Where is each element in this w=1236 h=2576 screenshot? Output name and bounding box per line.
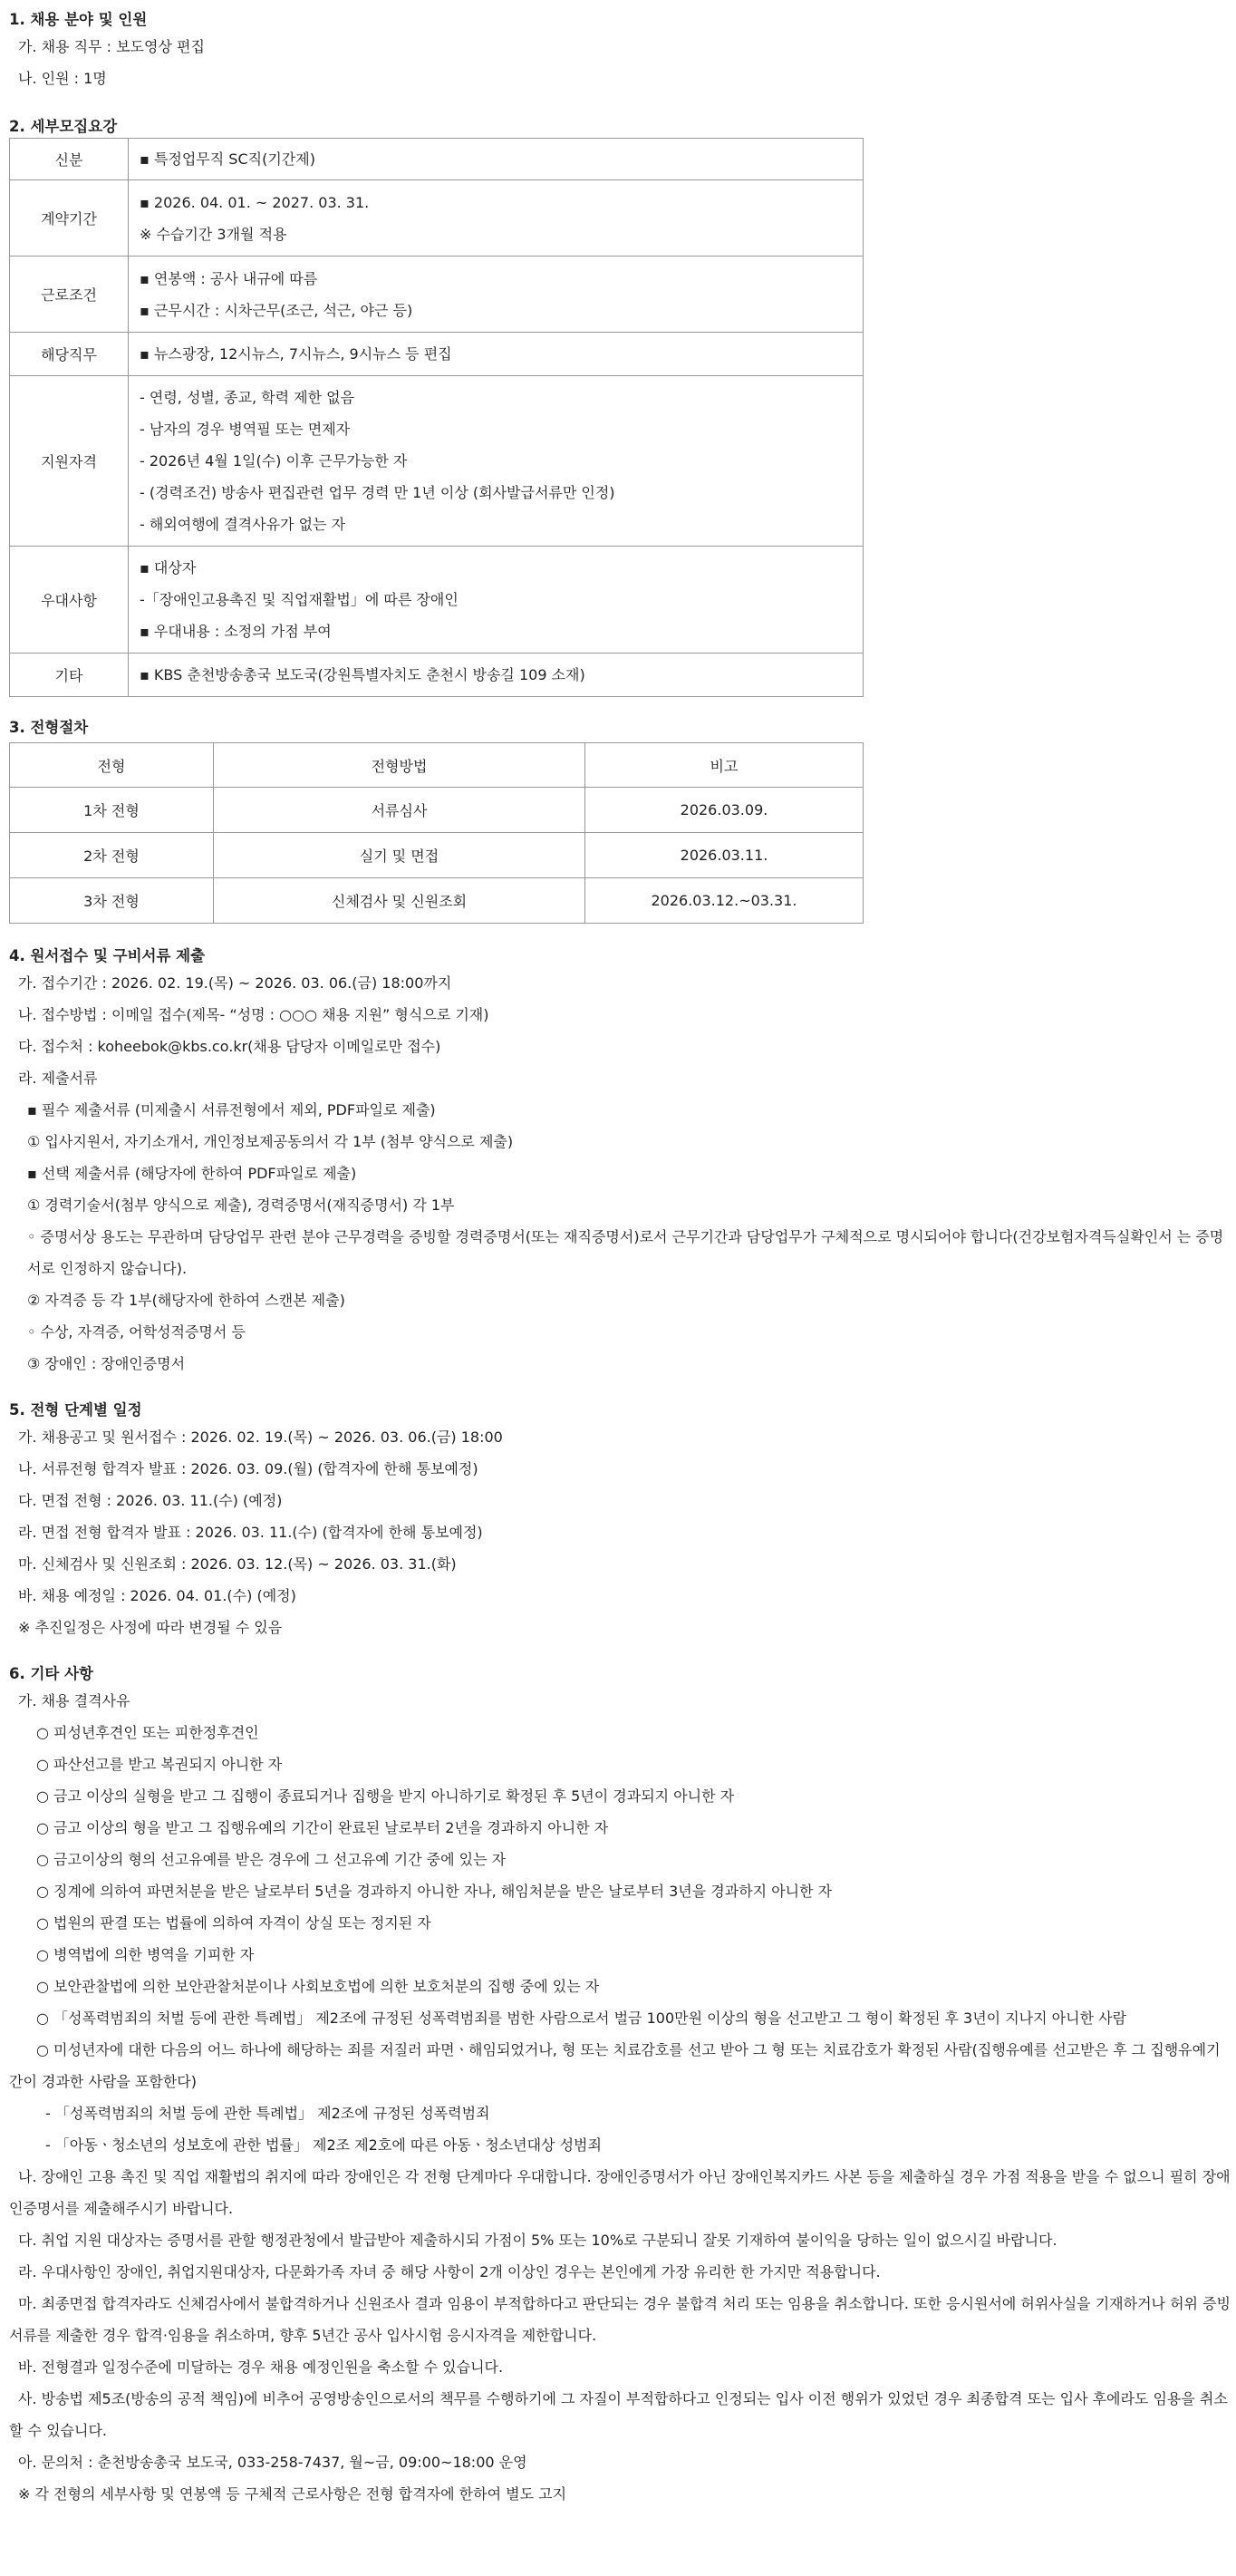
disqualification-item: ○ 피성년후견인 또는 피한정후견인 <box>36 1724 259 1741</box>
application-period: 가. 접수기간 : 2026. 02. 19.(목) ~ 2026. 03. 06.(금) 18:00까지 <box>18 974 452 992</box>
row-line: ▪ 우대내용 : 소정의 가점 부여 <box>140 623 332 640</box>
row-label: 기타 <box>10 654 129 697</box>
row-line: - 해외여행에 결격사유가 없는 자 <box>140 516 346 533</box>
disqualification-item: ○ 보안관찰법에 의한 보안관찰처분이나 사회보호법에 의한 보호처분의 집행 중에 있는 자 <box>36 1978 600 1995</box>
job-role: 가. 채용 직무 : 보도영상 편집 <box>18 38 205 55</box>
row-line: ▪ 연봉액 : 공사 내규에 따름 <box>140 269 318 287</box>
schedule-item: 가. 채용공고 및 원서접수 : 2026. 02. 19.(목) ~ 2026. 03. 06.(금) 18:00 <box>18 1428 503 1446</box>
row-value <box>129 654 864 697</box>
disqualification-item: ○ 법원의 판결 또는 법률에 의하여 자격이 상실 또는 정지된 자 <box>36 1914 431 1932</box>
section-5-title: 5. 전형 단계별 일정 <box>9 1401 142 1419</box>
employment-support-note: 다. 취업 지원 대상자는 증명서를 관할 행정관청에서 발급받아 제출하시되 가점이 5% 또는 10%로 구분되니 잘못 기재하여 불이익을 당하는 일이 없으시길 바랍니다. <box>18 2232 1057 2249</box>
schedule-item: 다. 면접 전형 : 2026. 03. 11.(수) (예정) <box>18 1492 283 1509</box>
column-header: 전형 <box>10 743 214 788</box>
disqualification-item: ○ 금고 이상의 형을 받고 그 집행유예의 기간이 완료된 날로부터 2년을 경과하지 아니한 자 <box>36 1819 609 1836</box>
preference-rule-note: 라. 우대사항인 장애인, 취업지원대상자, 다문화가족 자녀 중 해당 사항이 2개 이상인 경우는 본인에게 가장 유리한 한 가지만 적용합니다. <box>18 2263 881 2281</box>
column-header: 전형방법 <box>214 743 585 788</box>
row-label: 근로조건 <box>10 257 129 333</box>
table-cell: 실기 및 면접 <box>214 833 585 878</box>
schedule-item: 라. 면접 전형 합격자 발표 : 2026. 03. 11.(수) (합격자에 한해 통보예정) <box>18 1524 483 1541</box>
row-line: ▪ 특정업무직 SC직(기간제) <box>140 150 315 168</box>
table-row <box>10 139 864 180</box>
row-label: 지원자격 <box>10 376 129 547</box>
table-row <box>10 376 864 547</box>
final-pass-note: 마. 최종면접 합격자라도 신체검사에서 불합격하거나 신원조사 결과 임용이 부적합하다고 판단되는 경우 불합격 처리 또는 임용을 취소합니다. 또한 응시원서에 허위사실을 기재하거나 허위 증빙서류를 제출한 경우 합격·임용을 취소하며, 향후 5년간 공사 입사시험 응시자격을 제한합니다. <box>9 2295 1231 2344</box>
disqualification-item: ○ 금고 이상의 실형을 받고 그 집행이 종료되거나 집행을 받지 아니하기로 확정된 후 5년이 경과되지 아니한 자 <box>36 1787 735 1805</box>
row-label: 해당직무 <box>10 333 129 376</box>
disqualification-item-minor: ○ 미성년자에 대한 다음의 어느 하나에 해당하는 죄를 저질러 파면ㆍ해임되었거나, 형 또는 치료감호를 선고 받아 그 형 또는 치료감호가 확정된 사람(집행유예를 선고받은 후 그 집행유예기간이 경과한 사람을 포함한다) <box>9 2041 1221 2090</box>
optional-docs-item-2-note: ◦ 수상, 자격증, 어학성적증명서 등 <box>27 1323 246 1341</box>
headcount-reduction-note: 바. 전형결과 일정수준에 미달하는 경우 채용 예정인원을 축소할 수 있습니다. <box>18 2358 504 2376</box>
schedule-item: 바. 채용 예정일 : 2026. 04. 01.(수) (예정) <box>18 1587 296 1604</box>
table-row <box>10 547 864 654</box>
row-line: ▪ KBS 춘천방송총국 보도국(강원특별자치도 춘천시 방송길 109 소재) <box>140 666 585 683</box>
table-cell: 2026.03.11. <box>585 833 864 878</box>
row-line: - 남자의 경우 병역필 또는 면제자 <box>140 421 351 438</box>
optional-docs-item-3: ③ 장애인 : 장애인증명서 <box>27 1355 186 1372</box>
row-line: - 2026년 4월 1일(수) 이후 근무가능한 자 <box>140 452 408 470</box>
disqualification-item: ○ 병역법에 의한 병역을 기피한 자 <box>36 1946 255 1963</box>
table-header-row <box>10 743 864 788</box>
application-method: 나. 접수방법 : 이메일 접수(제목- “성명 : ○○○ 채용 지원” 형식으로 기재) <box>18 1006 489 1023</box>
section-6-title: 6. 기타 사항 <box>9 1665 93 1682</box>
required-docs-item: ① 입사지원서, 자기소개서, 개인정보제공동의서 각 1부 (첨부 양식으로 제출) <box>27 1133 514 1150</box>
row-line: ▪ 대상자 <box>140 559 197 576</box>
row-label: 신분 <box>10 139 129 180</box>
table-row <box>10 833 864 878</box>
section-4-title: 4. 원서접수 및 구비서류 제출 <box>9 947 206 964</box>
optional-docs-item-2: ② 자격증 등 각 1부(해당자에 한하여 스캔본 제출) <box>27 1292 345 1309</box>
table-cell: 2차 전형 <box>10 833 214 878</box>
application-email: 다. 접수처 : koheebok@kbs.co.kr(채용 담당자 이메일로만 접수) <box>18 1038 441 1055</box>
row-line: - 연령, 성별, 종교, 학력 제한 없음 <box>140 389 355 406</box>
row-line: - (경력조건) 방송사 편집관련 업무 경력 만 1년 이상 (회사발급서류만 인정) <box>140 484 615 501</box>
row-value <box>129 257 864 333</box>
row-label: 계약기간 <box>10 180 129 257</box>
final-note: ※ 각 전형의 세부사항 및 연봉액 등 구체적 근로사항은 전형 합격자에 한하여 별도 고지 <box>18 2485 567 2503</box>
column-header: 비고 <box>585 743 864 788</box>
table-row <box>10 654 864 697</box>
schedule-note: ※ 추진일정은 사정에 따라 변경될 수 있음 <box>18 1619 283 1636</box>
disqualification-item: ○ 금고이상의 형의 선고유예를 받은 경우에 그 선고유예 기간 중에 있는 자 <box>36 1851 507 1868</box>
section-2-title: 2. 세부모집요강 <box>9 118 118 135</box>
optional-docs-note: ◦ 증명서상 용도는 무관하며 담당업무 관련 분야 근무경력을 증빙할 경력증명서(또는 재직증명서)로서 근무기간과 담당업무가 구체적으로 명시되어야 합니다(건강보험자격득실확인서 는 증명서로 인정하지 않습니다). <box>27 1228 1224 1277</box>
table-cell: 신체검사 및 신원조회 <box>214 878 585 924</box>
row-value <box>129 180 864 257</box>
row-value <box>129 547 864 654</box>
row-line: ▪ 뉴스광장, 12시뉴스, 7시뉴스, 9시뉴스 등 편집 <box>140 345 452 363</box>
disqualification-item: ○ 징계에 의하여 파면처분을 받은 날로부터 5년을 경과하지 아니한 자나, 해임처분을 받은 날로부터 3년을 경과하지 아니한 자 <box>36 1883 833 1900</box>
table-row <box>10 878 864 924</box>
section-1-title: 1. 채용 분야 및 인원 <box>9 11 148 28</box>
table-cell: 3차 전형 <box>10 878 214 924</box>
schedule-item: 마. 신체검사 및 신원조회 : 2026. 03. 12.(목) ~ 2026. 03. 31.(화) <box>18 1555 457 1573</box>
disabled-preference-note: 나. 장애인 고용 촉진 및 직업 재활법의 취지에 따라 장애인은 각 전형 단계마다 우대합니다. 장애인증명서가 아닌 장애인복지카드 사본 등을 제출하실 경우 가점 적용을 받을 수 없으니 필히 장애인증명서를 제출해주시기 바랍니다. <box>9 2168 1231 2217</box>
disqualification-item: ○ 파산선고를 받고 복권되지 아니한 자 <box>36 1756 283 1773</box>
row-line: -「장애인고용촉진 및 직업재활법」에 따른 장애인 <box>140 591 459 608</box>
row-line: ▪ 2026. 04. 01. ~ 2027. 03. 31. <box>140 193 370 211</box>
table-cell: 서류심사 <box>214 788 585 833</box>
required-docs: ▪ 필수 제출서류 (미제출시 서류전형에서 제외, PDF파일로 제출) <box>27 1101 436 1119</box>
schedule-item: 나. 서류전형 합격자 발표 : 2026. 03. 09.(월) (합격자에 한해 통보예정) <box>18 1460 478 1477</box>
contact-info: 아. 문의처 : 춘천방송총국 보도국, 033-258-7437, 월~금, 09:00~18:00 운영 <box>18 2454 527 2471</box>
optional-docs: ▪ 선택 제출서류 (해당자에 한하여 PDF파일로 제출) <box>27 1165 357 1182</box>
table-row <box>10 257 864 333</box>
section-3-title: 3. 전형절차 <box>9 719 89 736</box>
headcount: 나. 인원 : 1명 <box>18 70 107 87</box>
table-row <box>10 788 864 833</box>
minor-crime-type: - 「성폭력범죄의 처벌 등에 관한 특례법」 제2조에 규정된 성폭력범죄 <box>45 2105 490 2122</box>
disqualification-item: ○ 「성폭력범죄의 처벌 등에 관한 특례법」 제2조에 규정된 성폭력범죄를 범한 사람으로서 벌금 100만원 이상의 형을 선고받고 그 형이 확정된 후 3년이 지나지 아니한 사람 <box>36 2009 1127 2027</box>
table-cell: 1차 전형 <box>10 788 214 833</box>
minor-crime-type: - 「아동ㆍ청소년의 성보호에 관한 법률」 제2조 제2호에 따른 아동ㆍ청소년대상 성범죄 <box>45 2136 602 2154</box>
row-label: 우대사항 <box>10 547 129 654</box>
table-cell: 2026.03.12.~03.31. <box>585 878 864 924</box>
row-line: ※ 수습기간 3개월 적용 <box>140 225 287 243</box>
disqualification-heading: 가. 채용 결격사유 <box>18 1692 130 1709</box>
row-line: ▪ 근무시간 : 시차근무(조근, 석근, 야근 등) <box>140 301 413 319</box>
table-cell: 2026.03.09. <box>585 788 864 833</box>
row-value <box>129 333 864 376</box>
selection-process-table <box>9 742 864 924</box>
row-value <box>129 139 864 180</box>
documents-heading: 라. 제출서류 <box>18 1070 98 1087</box>
broadcast-law-note: 사. 방송법 제5조(방송의 공적 책임)에 비추어 공영방송인으로서의 책무를 수행하기에 그 자질이 부적합하다고 인정되는 입사 이전 행위가 있었던 경우 최종합격 또는 입사 후에라도 임용을 취소할 수 있습니다. <box>9 2390 1228 2439</box>
recruitment-details-table <box>9 138 864 697</box>
table-row <box>10 180 864 257</box>
table-row <box>10 333 864 376</box>
optional-docs-item-1: ① 경력기술서(첨부 양식으로 제출), 경력증명서(재직증명서) 각 1부 <box>27 1196 455 1214</box>
row-value <box>129 376 864 547</box>
